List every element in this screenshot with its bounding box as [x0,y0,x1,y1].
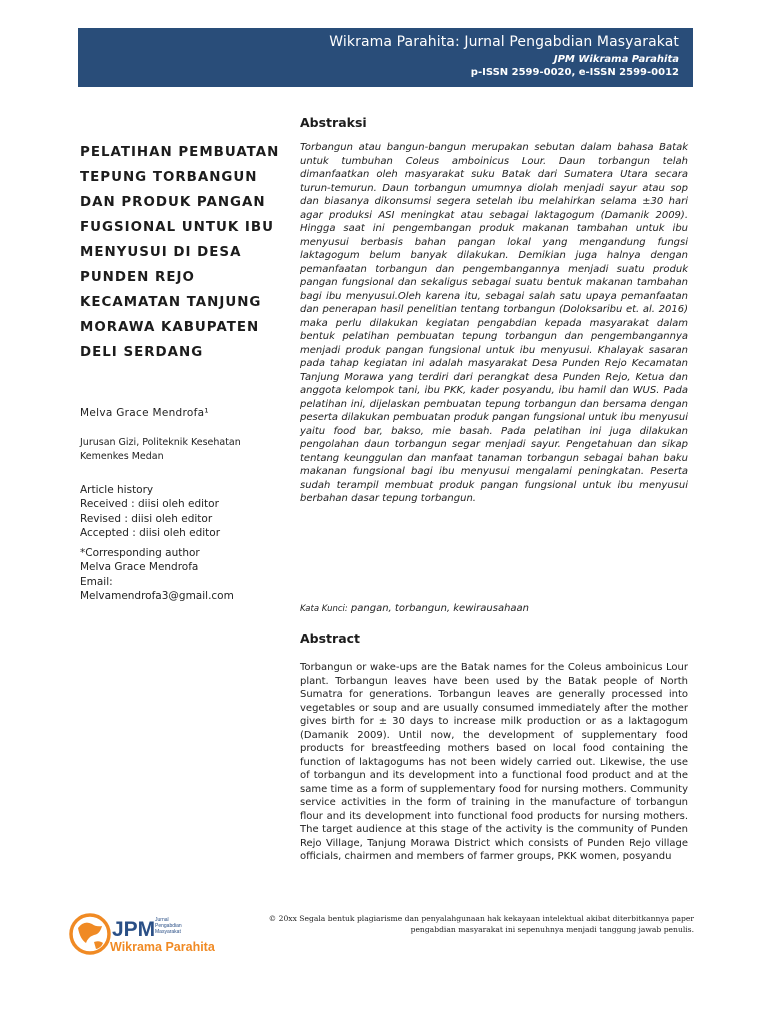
affiliation-line: Jurusan Gizi, Politeknik Kesehatan [80,437,241,448]
corresponding-label: *Corresponding author [80,547,200,560]
article-title-line: PUNDEN REJO [80,270,195,285]
article-title-line: PELATIHAN PEMBUATAN [80,145,280,160]
corresponding-email: Melvamendrofa3@gmail.com [80,590,234,603]
article-title-line: DELI SERDANG [80,345,204,360]
article-title [80,140,278,365]
abstract-body: Torbangun or wake-ups are the Batak names for the Coleus amboinicus Lour plant. Torbangun leaves have been used by the Batak people of North Sumatra for generations. Torbangun leaves are generally processed into vegetables or soup and are usually consumed immediately after the mother gives birth for ± 30 days to increase milk production or as a laktagogum (Damanik 2009). Until now, the development of supplementary food products for breastfeeding mothers based on local food containing the function of laktagogums has not been widely carried out. Likewise, the use of torbangun and its development into a functional food product and at the same time as a form of supplementary food for nursing mothers. Community service activities in the form of training in the manufacture of torbangun flour and its development into functional food products for nursing mothers. The target audience at this stage of the activity is the community of Punden Rejo Village, Tanjung Morawa District which consists of Punden Rejo village officials, chairmen and members of farmer groups, PKK women, posyandu [300,662,688,862]
article-title-line: KECAMATAN TANJUNG [80,295,262,310]
history-label: Article history [80,484,154,496]
history-received: Received : diisi oleh editor [80,498,219,511]
corresponding-name: Melva Grace Mendrofa [80,561,199,574]
journal-header-banner [78,28,693,87]
keywords-label: Kata Kunci: [300,604,348,614]
abstraksi-heading: Abstraksi [300,115,367,130]
logo-subtitle: Wikrama Parahita [110,940,215,954]
article-history [80,483,278,540]
article-info-column [80,140,278,603]
journal-subtitle: JPM Wikrama Parahita [553,54,679,65]
journal-issn: p-ISSN 2599-0020, e-ISSN 2599-0012 [470,67,679,78]
logo-small-line: Masyarakat [155,929,181,935]
jpm-logo [68,906,243,960]
journal-title: Wikrama Parahita: Jurnal Pengabdian Masyarakat [329,34,679,50]
article-title-line: TEPUNG TORBANGUN [80,170,258,185]
corresponding-email-label: Email: [80,575,113,588]
globe-icon [71,915,109,953]
logo-jpm-text: JPM [112,918,156,941]
abstract-heading: Abstract [300,631,361,646]
author-name: Melva Grace Mendrofa¹ [80,407,209,419]
abstraksi-body: Torbangun atau bangun-bangun merupakan sebutan dalam bahasa Batak untuk tumbuhan Coleus amboinicus Lour. Daun torbangun telah dimanfaatkan oleh masyarakat suku Batak dari Sumatera Utara secara turun-temurun. Daun torbangun umumnya diolah menjadi sayur atau sop dan biasanya dikonsumsi segera setelah ibu melahirkan selama ±30 hari agar produksi ASI meningkat atau sebagai laktagogum (Damanik 2009). Hingga saat ini pengembangan produk makanan tambahan untuk ibu menyusui berbasis bahan pangan lokal yang mengandung fungsi laktagogum belum banyak dilakukan. Demikian juga halnya dengan pemanfaatan torbangun dan pengembangannya menjadi suatu produk pangan fungsional dan sekaligus sebagai suatu bentuk makanan tambahan bagi ibu menyusui.Oleh karena itu, sebagai salah satu upaya pemanfaatan dan penerapan hasil penelitian tentang torbangun (Doloksaribu et. al. 2016) maka perlu dilakukan kegiatan pengabdian kepada masyarakat dalam bentuk pelatihan pembuatan tepung torbangun dan pengembangannya menjadi produk pangan fungsional untuk ibu menyusui. Khalayak sasaran pada tahap kegiatan ini adalah masyarakat Desa Punden Rejo Kecamatan Tanjung Morawa yang terdiri dari perangkat desa Punden Rejo, Ketua dan anggota kelompok tani, ibu PKK, kader posyandu, ibu hamil dan WUS. Pada pelatihan ini, dijelaskan pembuatan tepung torbangun dan bersama dengan peserta dilakukan pembuatan produk pangan fungsional untuk ibu menyusui yaitu food bar, bakso, mie basah. Pada pelatihan ini juga dilakukan pengolahan daun torbangun segar menjadi sayur. Pengetahuan dan sikap tentang keunggulan dan manfaat tanaman torbangun sebagai bahan baku makanan fungsional bagi ibu menyusui mengalami peningkatan. Peserta sudah terampil membuat produk pangan fungsional untuk ibu menyusui berbahan dasar tepung torbangun. [300,142,688,504]
logo-small-line: Pengabdian [155,923,182,929]
article-title-line: MORAWA KABUPATEN [80,320,260,335]
affiliation-line: Kemenkes Medan [80,451,164,462]
article-title-line: FUGSIONAL UNTUK IBU [80,220,274,235]
keywords [300,603,688,614]
history-revised: Revised : diisi oleh editor [80,512,213,525]
corresponding-author [80,546,278,603]
keywords-list: pangan, torbangun, kewirausahaan [347,603,530,614]
author-affiliation [80,436,278,464]
article-title-line: DAN PRODUK PANGAN [80,195,266,210]
history-accepted: Accepted : diisi oleh editor [80,526,221,539]
article-title-line: MENYUSUI DI DESA [80,245,242,260]
copyright-notice: © 20xx Segala bentuk plagiarisme dan penyalahgunaan hak kekayaan intelektual akibat diterbitkannya paper pengabdian masyarakat ini sepenuhnya menjadi tanggung jawab penulis. [268,914,694,934]
logo-small-line: Jurnal [155,917,169,923]
